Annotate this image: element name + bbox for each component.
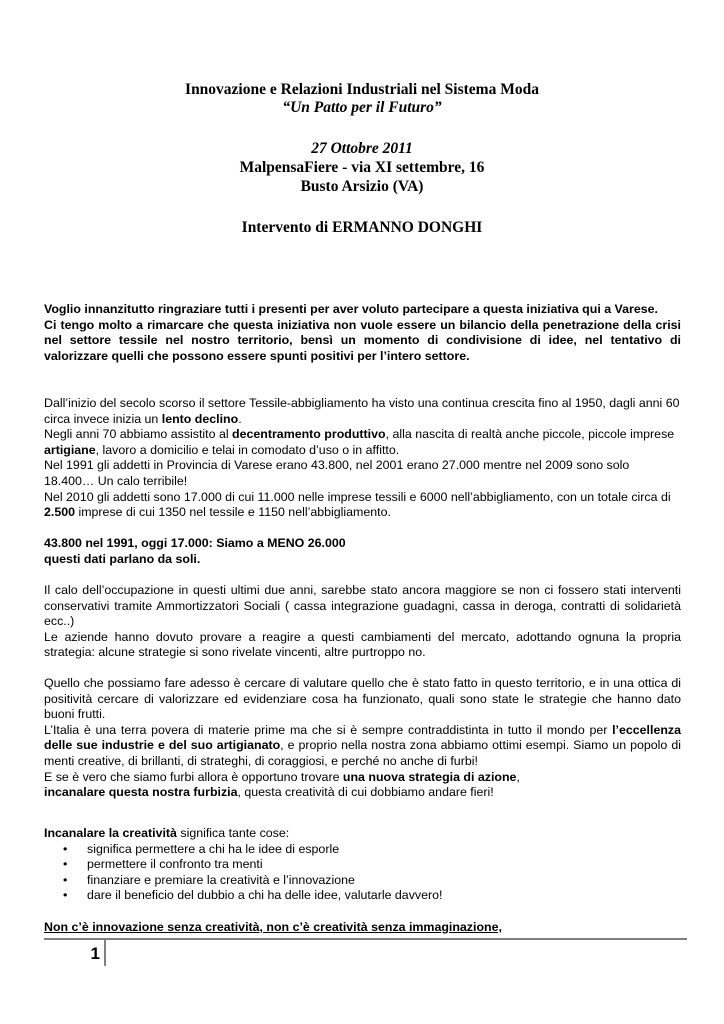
list-item: • dare il beneficio del dubbio a chi ha delle idee, valutarle davvero!	[63, 888, 681, 904]
event-date: 27 Ottobre 2011	[311, 140, 413, 157]
event-venue: MalpensaFiere - via XI settembre, 16	[239, 159, 485, 176]
list-item: • finanziare e premiare la creatività e l’innovazione	[63, 873, 681, 889]
footer-divider	[44, 938, 687, 940]
footer-vertical-divider	[104, 940, 106, 966]
intro-section	[44, 302, 681, 364]
strategy-paragraph-new-strategy: E se è vero che siamo furbi allora è opportuno trovare una nuova strategia di azione,	[44, 769, 520, 784]
strategy-section	[44, 676, 681, 801]
employment-paragraph-decline: Il calo dell’occupazione in questi ultimi due anni, sarebbe stato ancora maggiore se non ci fossero stati interventi conservativi tramite Ammortizzatori Sociali ( cassa integrazione guadagni, cassa in deroga, contratti di solidarietà ecc..)	[44, 583, 681, 629]
key-figures	[44, 536, 681, 567]
creativity-lead: Incanalare la creatività significa tante cose:	[44, 826, 290, 840]
list-item: • permettere il confronto tra menti	[63, 857, 681, 873]
event-city: Busto Arsizio (VA)	[300, 178, 424, 195]
strategy-paragraph-italy: L’Italia è una terra povera di materie prime ma che si è sempre contraddistinta in tutto il mondo per l’eccellenza delle sue industrie e del suo artigianato, e proprio nella nostra zona abbiamo ottimi esempi. Siamo un popolo di menti creative, di brillanti, di strateghi, di coraggiosi, e perché no anche di furbi!	[44, 722, 681, 768]
history-paragraph-decline: Dall’inizio del secolo scorso il settore Tessile-abbigliamento ha visto una continua crescita fino al 1950, dagli anni 60 circa invece inizia un lento declino.	[44, 396, 680, 426]
page-number: 1	[90, 944, 100, 963]
closing-statement: Non c’è innovazione senza creatività, non c’è creatività senza immaginazione,	[44, 920, 502, 934]
strategy-paragraph-evaluate: Quello che possiamo fare adesso è cercare di valutare quello che è stato fatto in questo territorio, e in una ottica di positività cercare di valorizzare ed evidenziare cosa ha funzionato, quali sono state le strategie che hanno dato buoni frutti.	[44, 676, 681, 722]
strategy-paragraph-channel: incanalare questa nostra furbizia, questa creatività di cui dobbiamo andare fieri!	[44, 785, 494, 800]
speaker-heading: Intervento di ERMANNO DONGHI	[241, 219, 483, 236]
intro-paragraph-thanks: Voglio innanzitutto ringraziare tutti i presenti per aver voluto partecipare a questa iniziativa qui a Varese.	[44, 302, 658, 316]
creativity-list	[44, 842, 681, 904]
employment-paragraph-strategies: Le aziende hanno dovuto provare a reagire a questi cambiamenti del mercato, adottando ognuna la propria strategia: alcune strategie si sono rivelate vincenti, altre purtroppo no.	[44, 629, 681, 660]
intro-paragraph-purpose: Ci tengo molto a rimarcare che questa iniziativa non vuole essere un bilancio della penetrazione della crisi nel settore tessile nel nostro territorio, bensì un momento di condivisione di idee, nel tentativo di valorizzare quelli che possono essere spunti positivi per l’intero settore.	[44, 317, 681, 363]
key-figures-line: 43.800 nel 1991, oggi 17.000: Siamo a MENO 26.000	[44, 536, 346, 550]
list-item: • significa permettere a chi ha le idee di esporle	[63, 842, 681, 858]
creativity-section	[44, 826, 681, 904]
history-paragraph-decentralization: Negli anni 70 abbiamo assistito al decentramento produttivo, alla nascita di realtà anche piccole, piccole imprese artigiane, lavoro a domicilio e telai in comodato d’uso o in affitto.	[44, 427, 675, 457]
history-section	[44, 396, 681, 521]
key-figures-comment: questi dati parlano da soli.	[44, 551, 201, 566]
history-paragraph-2010: Nel 2010 gli addetti sono 17.000 di cui 11.000 nelle imprese tessili e 6000 nell’abbigliamento, con un totale circa di 2.500 imprese di cui 1350 nel tessile e 1150 nell’abbigliamento.	[44, 489, 671, 520]
employment-section	[44, 583, 681, 661]
document-title: Innovazione e Relazioni Industriali nel Sistema Moda	[185, 81, 539, 98]
history-paragraph-employees: Nel 1991 gli addetti in Provincia di Varese erano 43.800, nel 2001 erano 27.000 mentre nel 2009 sono solo 18.400… Un calo terribile!	[44, 458, 630, 488]
document-subtitle: “Un Patto per il Futuro”	[282, 99, 442, 116]
